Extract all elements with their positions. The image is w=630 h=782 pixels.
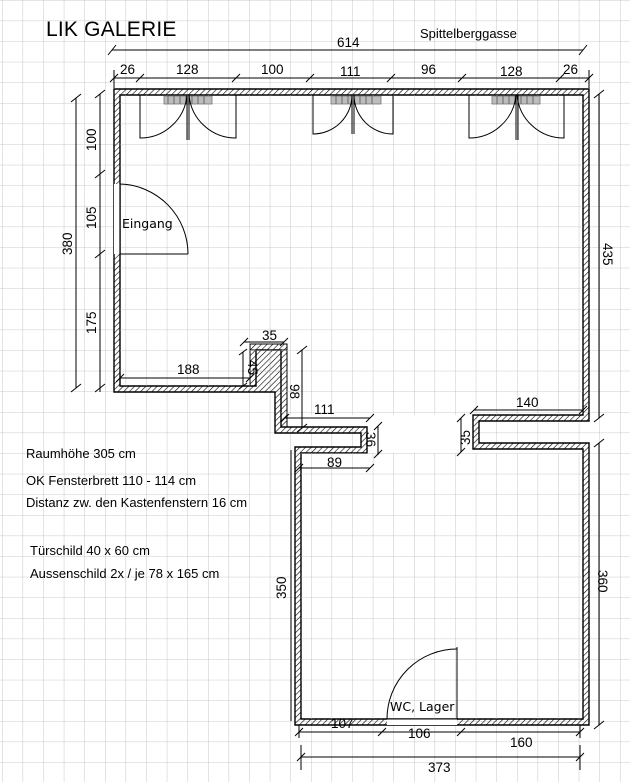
- street-label: Spittelberggasse: [420, 26, 517, 41]
- dim-top-seg-3: 100: [261, 62, 284, 77]
- dim-right-35: 35: [458, 429, 473, 445]
- dim-top-seg-5: 96: [421, 62, 437, 77]
- dim-step-36: 36: [363, 432, 378, 448]
- wc-label: WC, Lager: [390, 699, 455, 714]
- dim-left-seg-3: 175: [84, 311, 99, 334]
- dim-lower-right: 360: [595, 570, 610, 593]
- dim-top-seg-7: 26: [563, 62, 579, 77]
- dim-right-140: 140: [516, 395, 539, 410]
- dim-left-seg-1: 100: [84, 128, 99, 151]
- dim-top-seg-6: 128: [500, 64, 523, 79]
- dim-right-upper: 435: [600, 243, 615, 266]
- dim-step-111: 111: [314, 402, 335, 417]
- dim-top-seg-4: 111: [340, 64, 361, 79]
- dim-left-seg-2: 105: [84, 206, 99, 229]
- dim-left-total: 380: [60, 232, 75, 255]
- dim-step-98: 98: [287, 384, 302, 400]
- dim-step-89: 89: [327, 455, 343, 470]
- dim-bottom-left: 188: [177, 362, 200, 377]
- note-room-height: Raumhöhe 305 cm: [26, 446, 136, 461]
- note-door-sign: Türschild 40 x 60 cm: [30, 543, 150, 558]
- note-window-sill: OK Fensterbrett 110 - 114 cm: [26, 473, 197, 488]
- note-window-distance: Distanz zw. den Kastenfenstern 16 cm: [26, 495, 248, 510]
- dim-lower-left: 350: [274, 576, 289, 599]
- dim-notch-depth: 45: [245, 360, 260, 376]
- dim-bottom-160: 160: [510, 735, 533, 750]
- dim-bottom-107: 107: [331, 716, 354, 731]
- dim-top-total: 614: [337, 35, 360, 50]
- dim-top-seg-2: 128: [176, 62, 199, 77]
- entrance-label: Eingang: [122, 216, 173, 231]
- note-outdoor-sign: Aussenschild 2x / je 78 x 165 cm: [30, 566, 220, 581]
- page-title: LIK GALERIE: [46, 18, 177, 41]
- dim-notch-width: 35: [262, 328, 278, 343]
- dim-bottom-106: 106: [408, 726, 431, 741]
- dim-top-seg-1: 26: [120, 62, 136, 77]
- dim-bottom-total: 373: [428, 760, 451, 775]
